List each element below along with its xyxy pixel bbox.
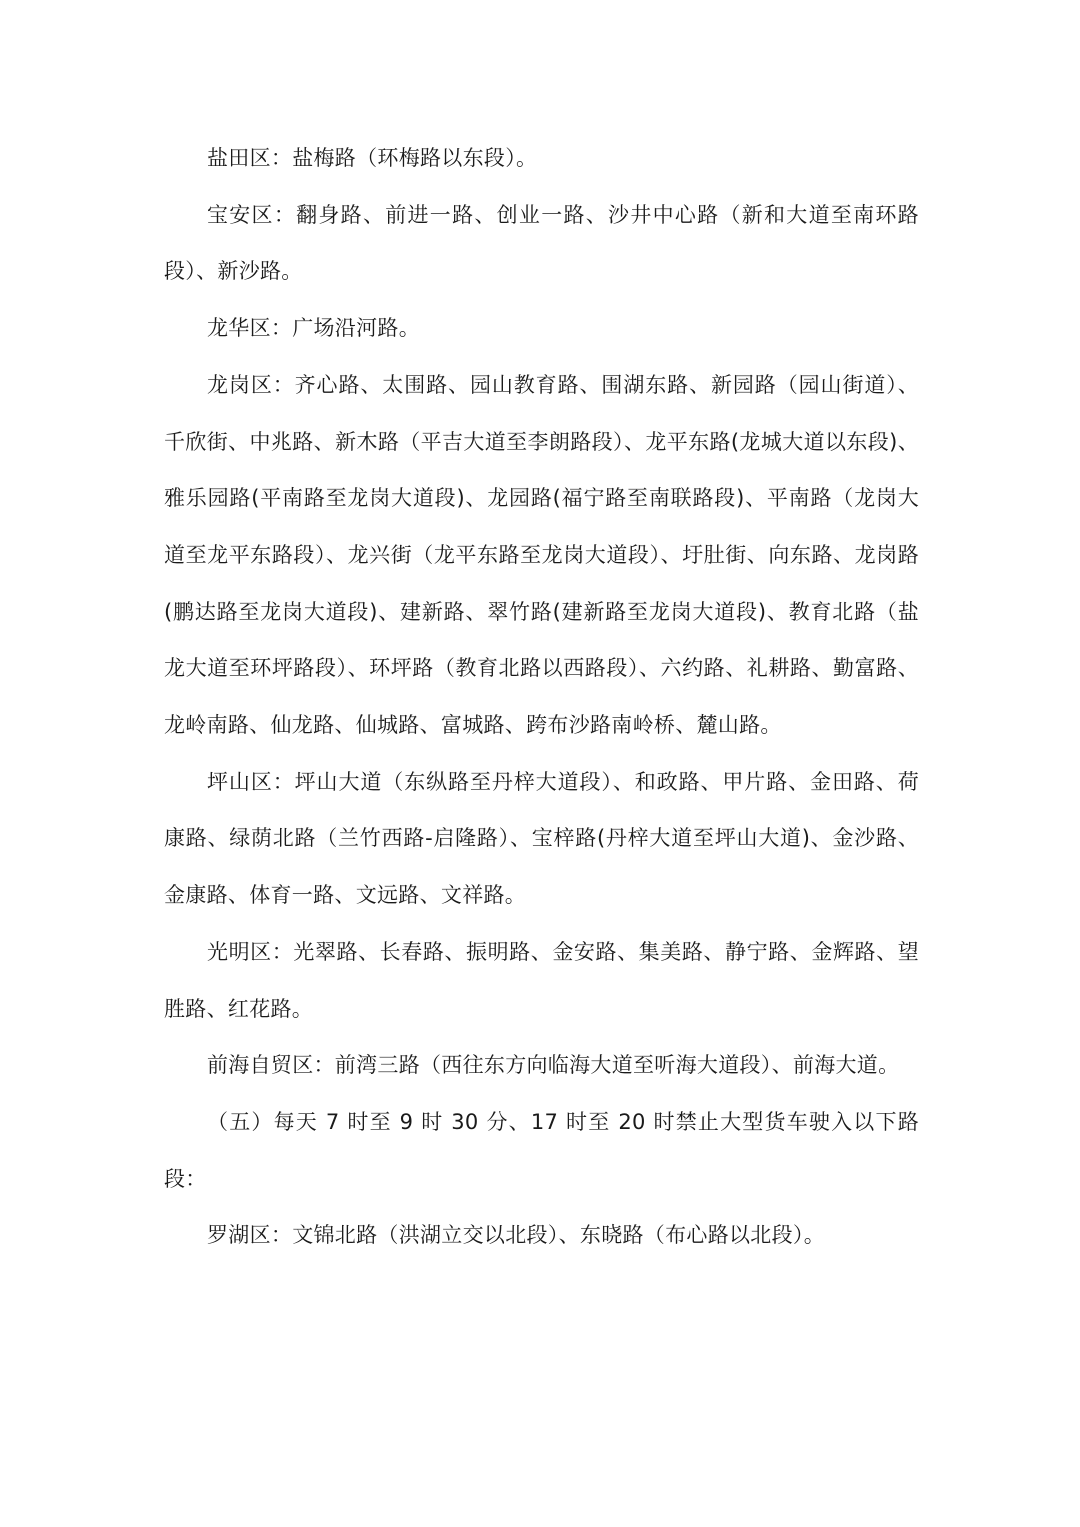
paragraph-qianhai: 前海自贸区：前湾三路（西往东方向临海大道至听海大道段）、前海大道。 [207,1053,900,1078]
paragraph-luohu: 罗湖区：文锦北路（洪湖立交以北段）、东晓路（布心路以北段）。 [207,1223,825,1248]
paragraph-longgang: 龙岗区：齐心路、太围路、园山教育路、围湖东路、新园路（园山街道）、千欣街、中兆路、新木路（平吉大道至李朗路段）、龙平东路(龙城大道以东段)、雅乐园路(平南路至龙岗大道段)、龙园路(福宁路至南联路段)、平南路（龙岗大道至龙平东路段）、龙兴街（龙平东路至龙岗大道段）、圩肚街、向东路、龙岗路(鹏达路至龙岗大道段)、建新路、翠竹路(建新路至龙岗大道段)、教育北路（盐龙大道至环坪路段）、环坪路（教育北路以西路段）、六约路、礼耕路、勤富路、龙岭南路、仙龙路、仙城路、富城路、跨布沙路南岭桥、麓山路。 [164,372,919,738]
paragraph-guangming: 光明区：光翠路、长春路、振明路、金安路、集美路、静宁路、金辉路、望胜路、红花路。 [164,939,919,1021]
paragraph-baoan: 宝安区：翻身路、前进一路、创业一路、沙井中心路（新和大道至南环路段）、新沙路。 [164,202,919,284]
document-body [164,130,919,1264]
paragraph-pingshan: 坪山区：坪山大道（东纵路至丹梓大道段）、和政路、甲片路、金田路、荷康路、绿荫北路（兰竹西路-启隆路）、宝梓路(丹梓大道至坪山大道)、金沙路、金康路、体育一路、文远路、文祥路。 [164,769,919,908]
paragraph-yantian: 盐田区：盐梅路（环梅路以东段）。 [207,146,538,170]
paragraph-section-five: （五）每天 7 时至 9 时 30 分、17 时至 20 时禁止大型货车驶入以下路段： [164,1109,919,1191]
paragraph-longhua: 龙华区：广场沿河路。 [207,316,420,341]
